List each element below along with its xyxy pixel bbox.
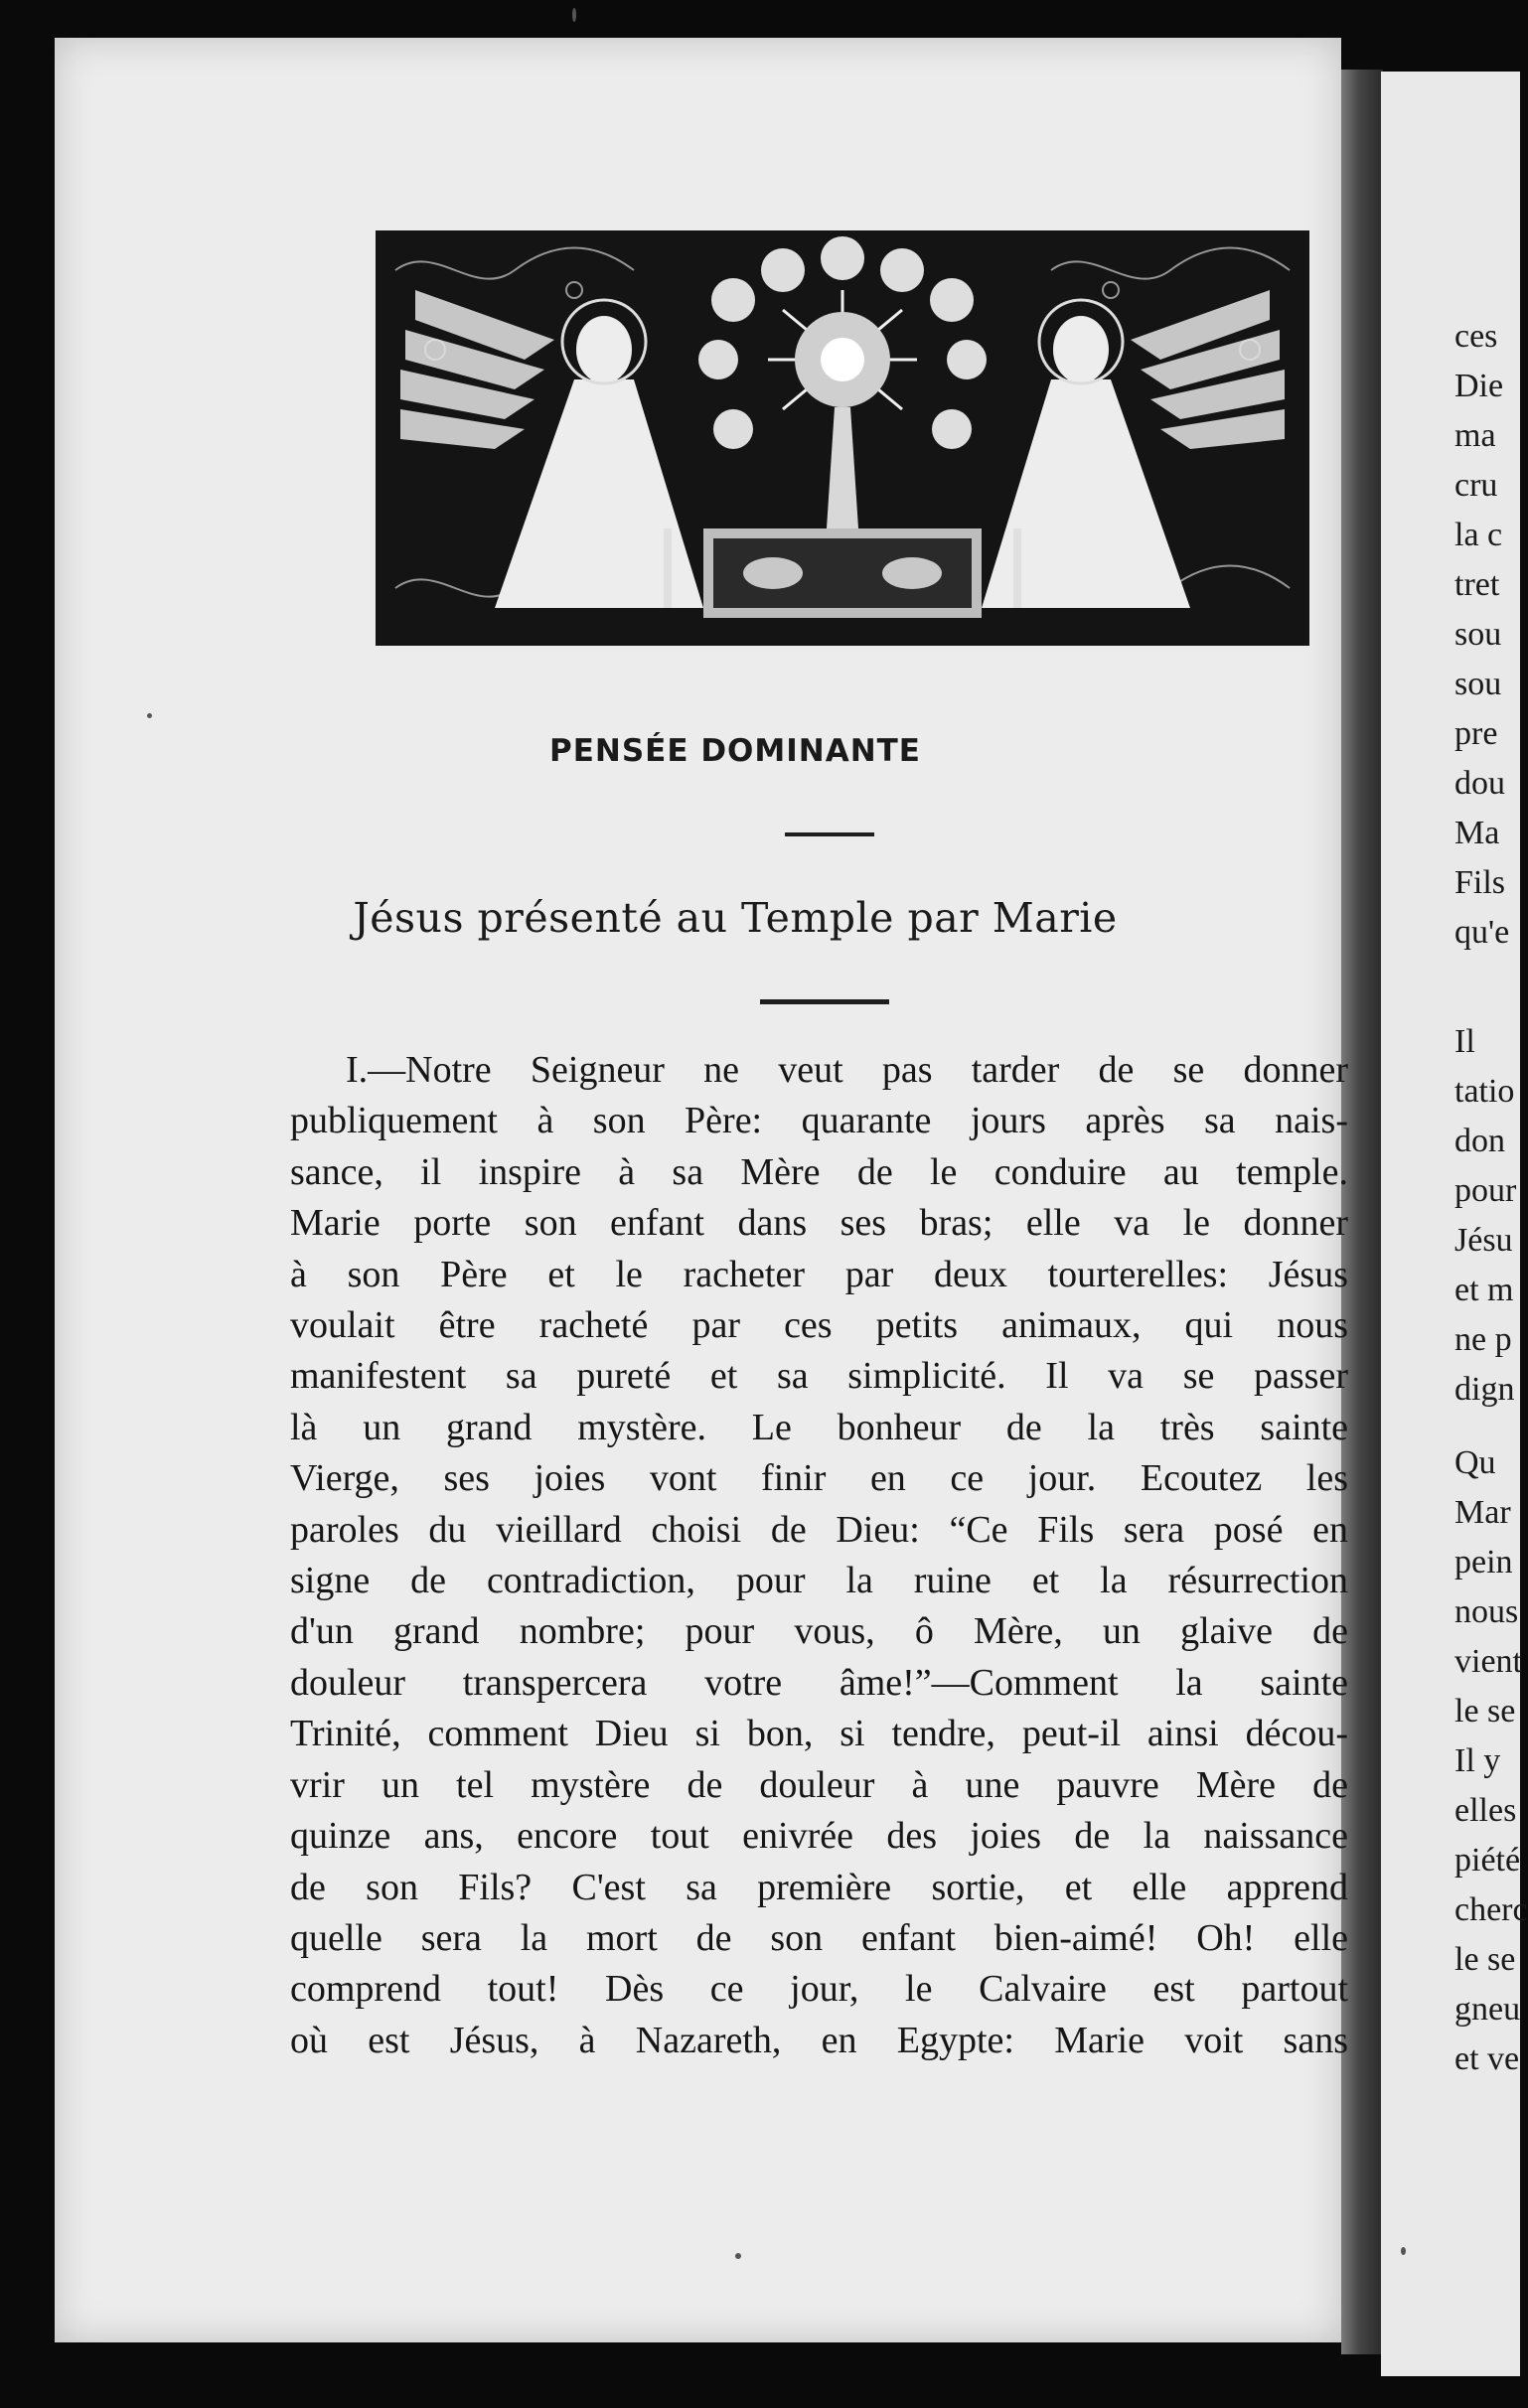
right-fragment: Il y: [1454, 1742, 1501, 1779]
right-fragment: et ve: [1454, 2040, 1520, 2077]
right-fragment: Mar: [1454, 1494, 1511, 1531]
paragraph-line: manifestent sa pureté et sa simplicité. Il va se passer: [290, 1355, 1348, 1398]
paragraph-line: sance, il inspire à sa Mère de le conduire au temple.: [290, 1150, 1348, 1193]
right-fragment: et m: [1454, 1272, 1514, 1308]
right-fragment: gneu: [1454, 1991, 1521, 2028]
paragraph-line: paroles du vieillard choisi de Dieu: “Ce Fils sera posé en: [290, 1508, 1348, 1551]
paragraph-line: d'un grand nombre; pour vous, ô Mère, un glaive de: [290, 1610, 1348, 1653]
right-fragment: cherc: [1454, 1891, 1528, 1928]
right-fragment: ne p: [1454, 1321, 1512, 1358]
right-page-text: [1454, 312, 1528, 2084]
right-fragment: le se: [1454, 1941, 1516, 1978]
paragraph-line: voulait être racheté par ces petits animaux, qui nous: [290, 1304, 1348, 1347]
paragraph-gap: [1454, 958, 1528, 1017]
right-fragment: nous: [1454, 1593, 1519, 1630]
paragraph-line: où est Jésus, à Nazareth, en Egypte: Marie voit sans: [290, 2019, 1348, 2061]
right-fragment: pein: [1454, 1544, 1513, 1580]
paper-speck: [735, 2253, 741, 2259]
paragraph-line: de son Fils? C'est sa première sortie, et elle apprend: [290, 1866, 1348, 1908]
paragraph-line: vrir un tel mystère de douleur à une pauvre Mère de: [290, 1763, 1348, 1806]
paper-speck: [1401, 2247, 1406, 2255]
right-fragment: Il: [1454, 1023, 1475, 1060]
body-paragraph: [290, 1045, 1348, 2066]
right-fragment: le se: [1454, 1693, 1516, 1730]
right-fragment: elles: [1454, 1792, 1517, 1829]
right-fragment: tret: [1454, 566, 1500, 603]
right-fragment: ma: [1454, 417, 1496, 454]
right-fragment: pre: [1454, 715, 1498, 752]
divider-rule: [760, 999, 889, 1004]
engraving-illustration: [376, 230, 1309, 646]
right-fragment: Jésu: [1454, 1222, 1513, 1259]
paragraph-line: Trinité, comment Dieu si bon, si tendre, peut-il ainsi décou-: [290, 1713, 1348, 1755]
paragraph-line: Vierge, ses joies vont finir en ce jour. Ecoutez les: [290, 1457, 1348, 1500]
paragraph-line: quinze ans, encore tout enivrée des joies de la naissance: [290, 1815, 1348, 1858]
right-fragment: pour: [1454, 1172, 1517, 1209]
paragraph-line: comprend tout! Dès ce jour, le Calvaire est partout: [290, 1968, 1348, 2011]
right-fragment: Ma: [1454, 815, 1500, 851]
right-fragment: Qu: [1454, 1444, 1496, 1481]
paragraph-line: là un grand mystère. Le bonheur de la très sainte: [290, 1406, 1348, 1448]
right-fragment: sou: [1454, 616, 1502, 653]
right-fragment: piété: [1454, 1842, 1521, 1879]
paragraph-line: douleur transpercera votre âme!”—Comment la sainte: [290, 1661, 1348, 1704]
paper-speck: [572, 8, 576, 22]
paragraph-line: publiquement à son Père: quarante jours après sa nais-: [290, 1100, 1348, 1142]
right-fragment: cru: [1454, 467, 1498, 504]
engraving-svg: [376, 230, 1309, 646]
right-fragment: Die: [1454, 368, 1504, 404]
paragraph-line: signe de contradiction, pour la ruine et la résurrection: [290, 1560, 1348, 1602]
right-fragment: la c: [1454, 517, 1503, 553]
right-fragment: tatio: [1454, 1073, 1515, 1110]
right-fragment: ces: [1454, 318, 1498, 355]
paragraph-gap: [1454, 1415, 1528, 1438]
right-fragment: don: [1454, 1123, 1505, 1159]
paragraph-line: I.—Notre Seigneur ne veut pas tarder de se donner: [346, 1049, 1348, 1091]
right-fragment: Fils: [1454, 864, 1506, 901]
paragraph-line: Marie porte son enfant dans ses bras; elle va le donner: [290, 1202, 1348, 1245]
right-fragment: dign: [1454, 1371, 1515, 1408]
paragraph-line: quelle sera la mort de son enfant bien-aimé! Oh! elle: [290, 1916, 1348, 1959]
paragraph-line: à son Père et le racheter par deux tourterelles: Jésus: [290, 1253, 1348, 1295]
right-fragment: dou: [1454, 765, 1505, 802]
paper-speck: [147, 713, 152, 718]
right-fragment: qu'e: [1454, 914, 1510, 951]
divider-rule: [785, 832, 874, 836]
page-title: Jésus présenté au Temple par Marie: [353, 894, 1118, 942]
section-label: PENSÉE DOMINANTE: [549, 733, 921, 769]
right-fragment: sou: [1454, 666, 1502, 702]
right-fragment: vient: [1454, 1643, 1522, 1680]
